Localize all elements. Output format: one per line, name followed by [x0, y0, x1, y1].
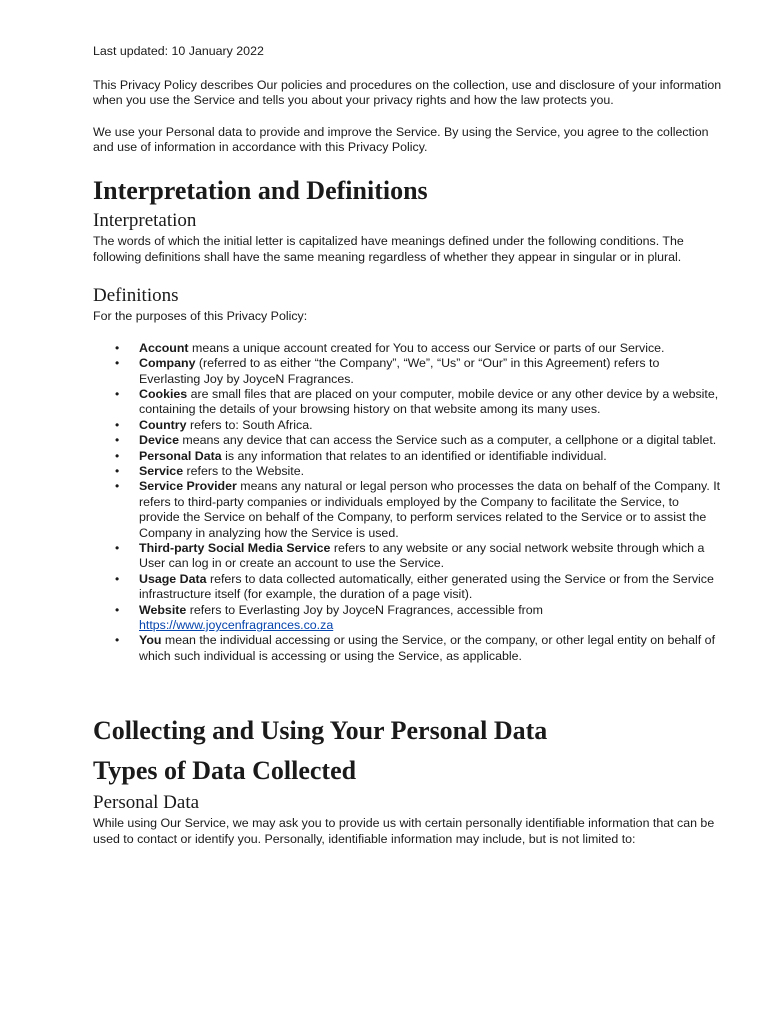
heading-definitions: Definitions: [93, 285, 179, 307]
list-item: [93, 387, 723, 418]
bullet-icon: •: [115, 633, 120, 648]
definition-text: mean the individual accessing or using the Service, or the company, or other legal entity on behalf of which such individual is accessing or using the Service, as applicable.: [139, 633, 716, 663]
definition-term: Third-party Social Media Service: [139, 541, 331, 556]
last-updated: Last updated: 10 January 2022: [93, 44, 264, 58]
definition-term: Personal Data: [139, 448, 222, 463]
definition-term: Service Provider: [139, 479, 237, 494]
definition-term: Account: [139, 340, 189, 355]
heading-types-of-data: Types of Data Collected: [93, 756, 357, 786]
bullet-icon: •: [115, 541, 120, 556]
website-link[interactable]: https://www.joycenfragrances.co.za: [139, 618, 334, 633]
list-item: [93, 603, 723, 634]
interpretation-paragraph: The words of which the initial letter is capitalized have meanings defined under the following conditions. The following definitions shall have the same meaning regardless of whether they appear in singular or in plural.: [93, 233, 684, 264]
bullet-icon: •: [115, 602, 120, 617]
bullet-icon: •: [115, 433, 120, 448]
definition-term: Cookies: [139, 386, 188, 401]
personal-data-paragraph: While using Our Service, we may ask you to provide us with certain personally identifiable information that can be used to contact or identify you. Personally, identifiable information may include, but is not limited to:: [93, 816, 715, 846]
definition-text: (referred to as either “the Company”, “We”, “Us” or “Our” in this Agreement) refers to Everlasting Joy by JoyceN Fragrances.: [139, 356, 660, 386]
list-item: [93, 356, 723, 387]
bullet-icon: •: [115, 356, 120, 371]
list-item: [93, 633, 723, 664]
list-item: [93, 418, 723, 433]
list-item: [93, 341, 723, 356]
definition-term: Usage Data: [139, 571, 207, 586]
definition-term: Country: [139, 417, 187, 432]
definitions-list: [93, 341, 723, 665]
definition-term: You: [139, 633, 162, 648]
definition-text: refers to: South Africa.: [186, 417, 313, 432]
definition-term: Device: [139, 433, 179, 448]
definition-text: means a unique account created for You to access our Service or parts of our Service.: [188, 340, 665, 355]
intro-paragraph-1: This Privacy Policy describes Our policies and procedures on the collection, use and disclosure of your information when you use the Service and tells you about your privacy rights and how the law protects you.: [93, 77, 722, 108]
definition-term: Service: [139, 464, 184, 478]
list-item: [93, 541, 723, 572]
list-item: [93, 464, 723, 479]
intro-paragraph-2: We use your Personal data to provide and improve the Service. By using the Service, you agree to the collection and use of information in accordance with this Privacy Policy.: [93, 124, 709, 155]
bullet-icon: •: [115, 340, 120, 355]
definition-text: refers to any website or any social network website through which a User can log in or create an account to use the Service.: [139, 541, 705, 571]
heading-interpretation: Interpretation: [93, 209, 197, 231]
definition-term: Company: [139, 356, 196, 371]
list-item: [93, 572, 723, 603]
definition-text: are small files that are placed on your computer, mobile device or any other device by a website, containing the details of your browsing history on that website among its many uses.: [139, 386, 719, 417]
privacy-policy-document: [93, 44, 723, 847]
definition-text: refers to the Website.: [183, 464, 305, 478]
list-item: [93, 449, 723, 464]
list-item: [93, 479, 723, 541]
heading-collecting-and-using: Collecting and Using Your Personal Data: [93, 716, 548, 746]
bullet-icon: •: [115, 386, 120, 401]
bullet-icon: •: [115, 464, 120, 478]
definition-text: means any natural or legal person who processes the data on behalf of the Company. It refers to third-party companies or individuals employed by the Company to facilitate the Service, to provide the Service on behalf of the Company, to perform services related to the Service or to assist the Company in analyzing how the Service is used.: [139, 479, 721, 540]
bullet-icon: •: [115, 417, 120, 432]
list-item: [93, 433, 723, 448]
bullet-icon: •: [115, 448, 120, 463]
bullet-icon: •: [115, 571, 120, 586]
bullet-icon: •: [115, 479, 120, 494]
definition-text: refers to data collected automatically, either generated using the Service or from the Service infrastructure itself (for example, the duration of a page visit).: [139, 571, 714, 602]
definition-text: refers to Everlasting Joy by JoyceN Fragrances, accessible from: [186, 602, 544, 617]
definitions-intro: For the purposes of this Privacy Policy:: [93, 309, 308, 324]
definition-term: Website: [139, 602, 187, 617]
heading-interpretation-and-definitions: Interpretation and Definitions: [93, 175, 428, 205]
heading-personal-data: Personal Data: [93, 792, 200, 814]
definition-text: is any information that relates to an identified or identifiable individual.: [221, 448, 607, 463]
definition-text: means any device that can access the Service such as a computer, a cellphone or a digital tablet.: [178, 433, 717, 448]
